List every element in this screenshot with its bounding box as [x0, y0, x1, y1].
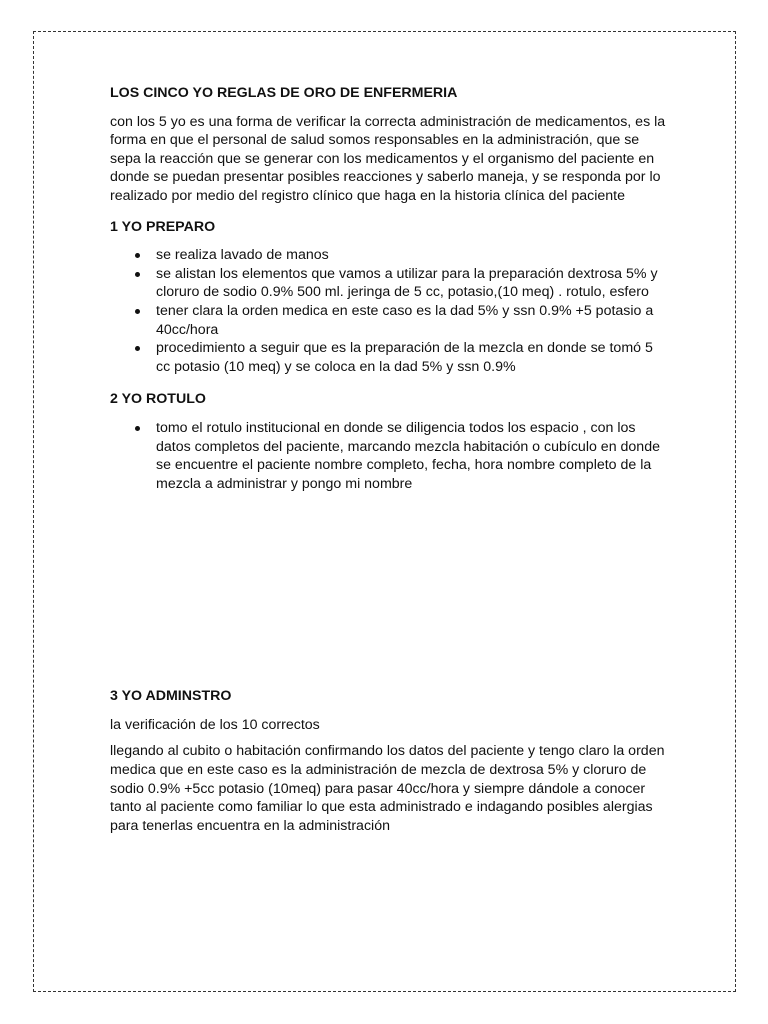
- section-3-paragraph: llegando al cubito o habitación confirmando los datos del paciente y tengo claro la orden medica que en este caso es la administración de mezcla de dextrosa 5% y cloruro de sodio 0.9% +5cc potasio (10meq) para pasar 40cc/hora y siempre dándole a conocer tanto al paciente como familiar lo que esta administrado e indagando posibles alergias para tenerlas encuentra en la administración: [110, 743, 665, 834]
- section-3-heading: 3 YO ADMINSTRO: [110, 688, 232, 705]
- list-item: procedimiento a seguir que es la preparación de la mezcla en donde se tomó 5 cc potasio (10 meq) y se coloca en la dad 5% y ssn 0.9%: [156, 339, 670, 376]
- section-2-list: [110, 419, 670, 493]
- section-1-list: [110, 246, 670, 376]
- section-1-heading: 1 YO PREPARO: [110, 218, 216, 235]
- document-body: [110, 84, 670, 843]
- section-3-line: la verificación de los 10 correctos: [110, 716, 320, 733]
- section-2-heading: 2 YO ROTULO: [110, 391, 206, 408]
- list-item: se alistan los elementos que vamos a utilizar para la preparación dextrosa 5% y cloruro de sodio 0.9% 500 ml. jeringa de 5 cc, potasio,(10 meq) . rotulo, esfero: [156, 265, 670, 302]
- blank-space: [110, 507, 670, 687]
- list-item: tener clara la orden medica en este caso es la dad 5% y ssn 0.9% +5 potasio a 40cc/hora: [156, 302, 670, 339]
- document-title: LOS CINCO YO REGLAS DE ORO DE ENFERMERIA: [110, 85, 458, 101]
- list-item: se realiza lavado de manos: [156, 246, 670, 265]
- intro-paragraph: con los 5 yo es una forma de verificar la correcta administración de medicamentos, es la forma en que el personal de salud somos responsables en la administración, que se sepa la reacción que se generar con los medicamentos y el organismo del paciente en donde se puedan presentar posibles reacciones y saberlo maneja, y se responda por lo realizado por medio del registro clínico que haga en la historia clínica del paciente: [110, 113, 666, 204]
- list-item: tomo el rotulo institucional en donde se diligencia todos los espacio , con los datos completos del paciente, marcando mezcla habitación o cubículo en donde se encuentre el paciente nombre completo, fecha, hora nombre completo de la mezcla a administrar y pongo mi nombre: [156, 419, 670, 493]
